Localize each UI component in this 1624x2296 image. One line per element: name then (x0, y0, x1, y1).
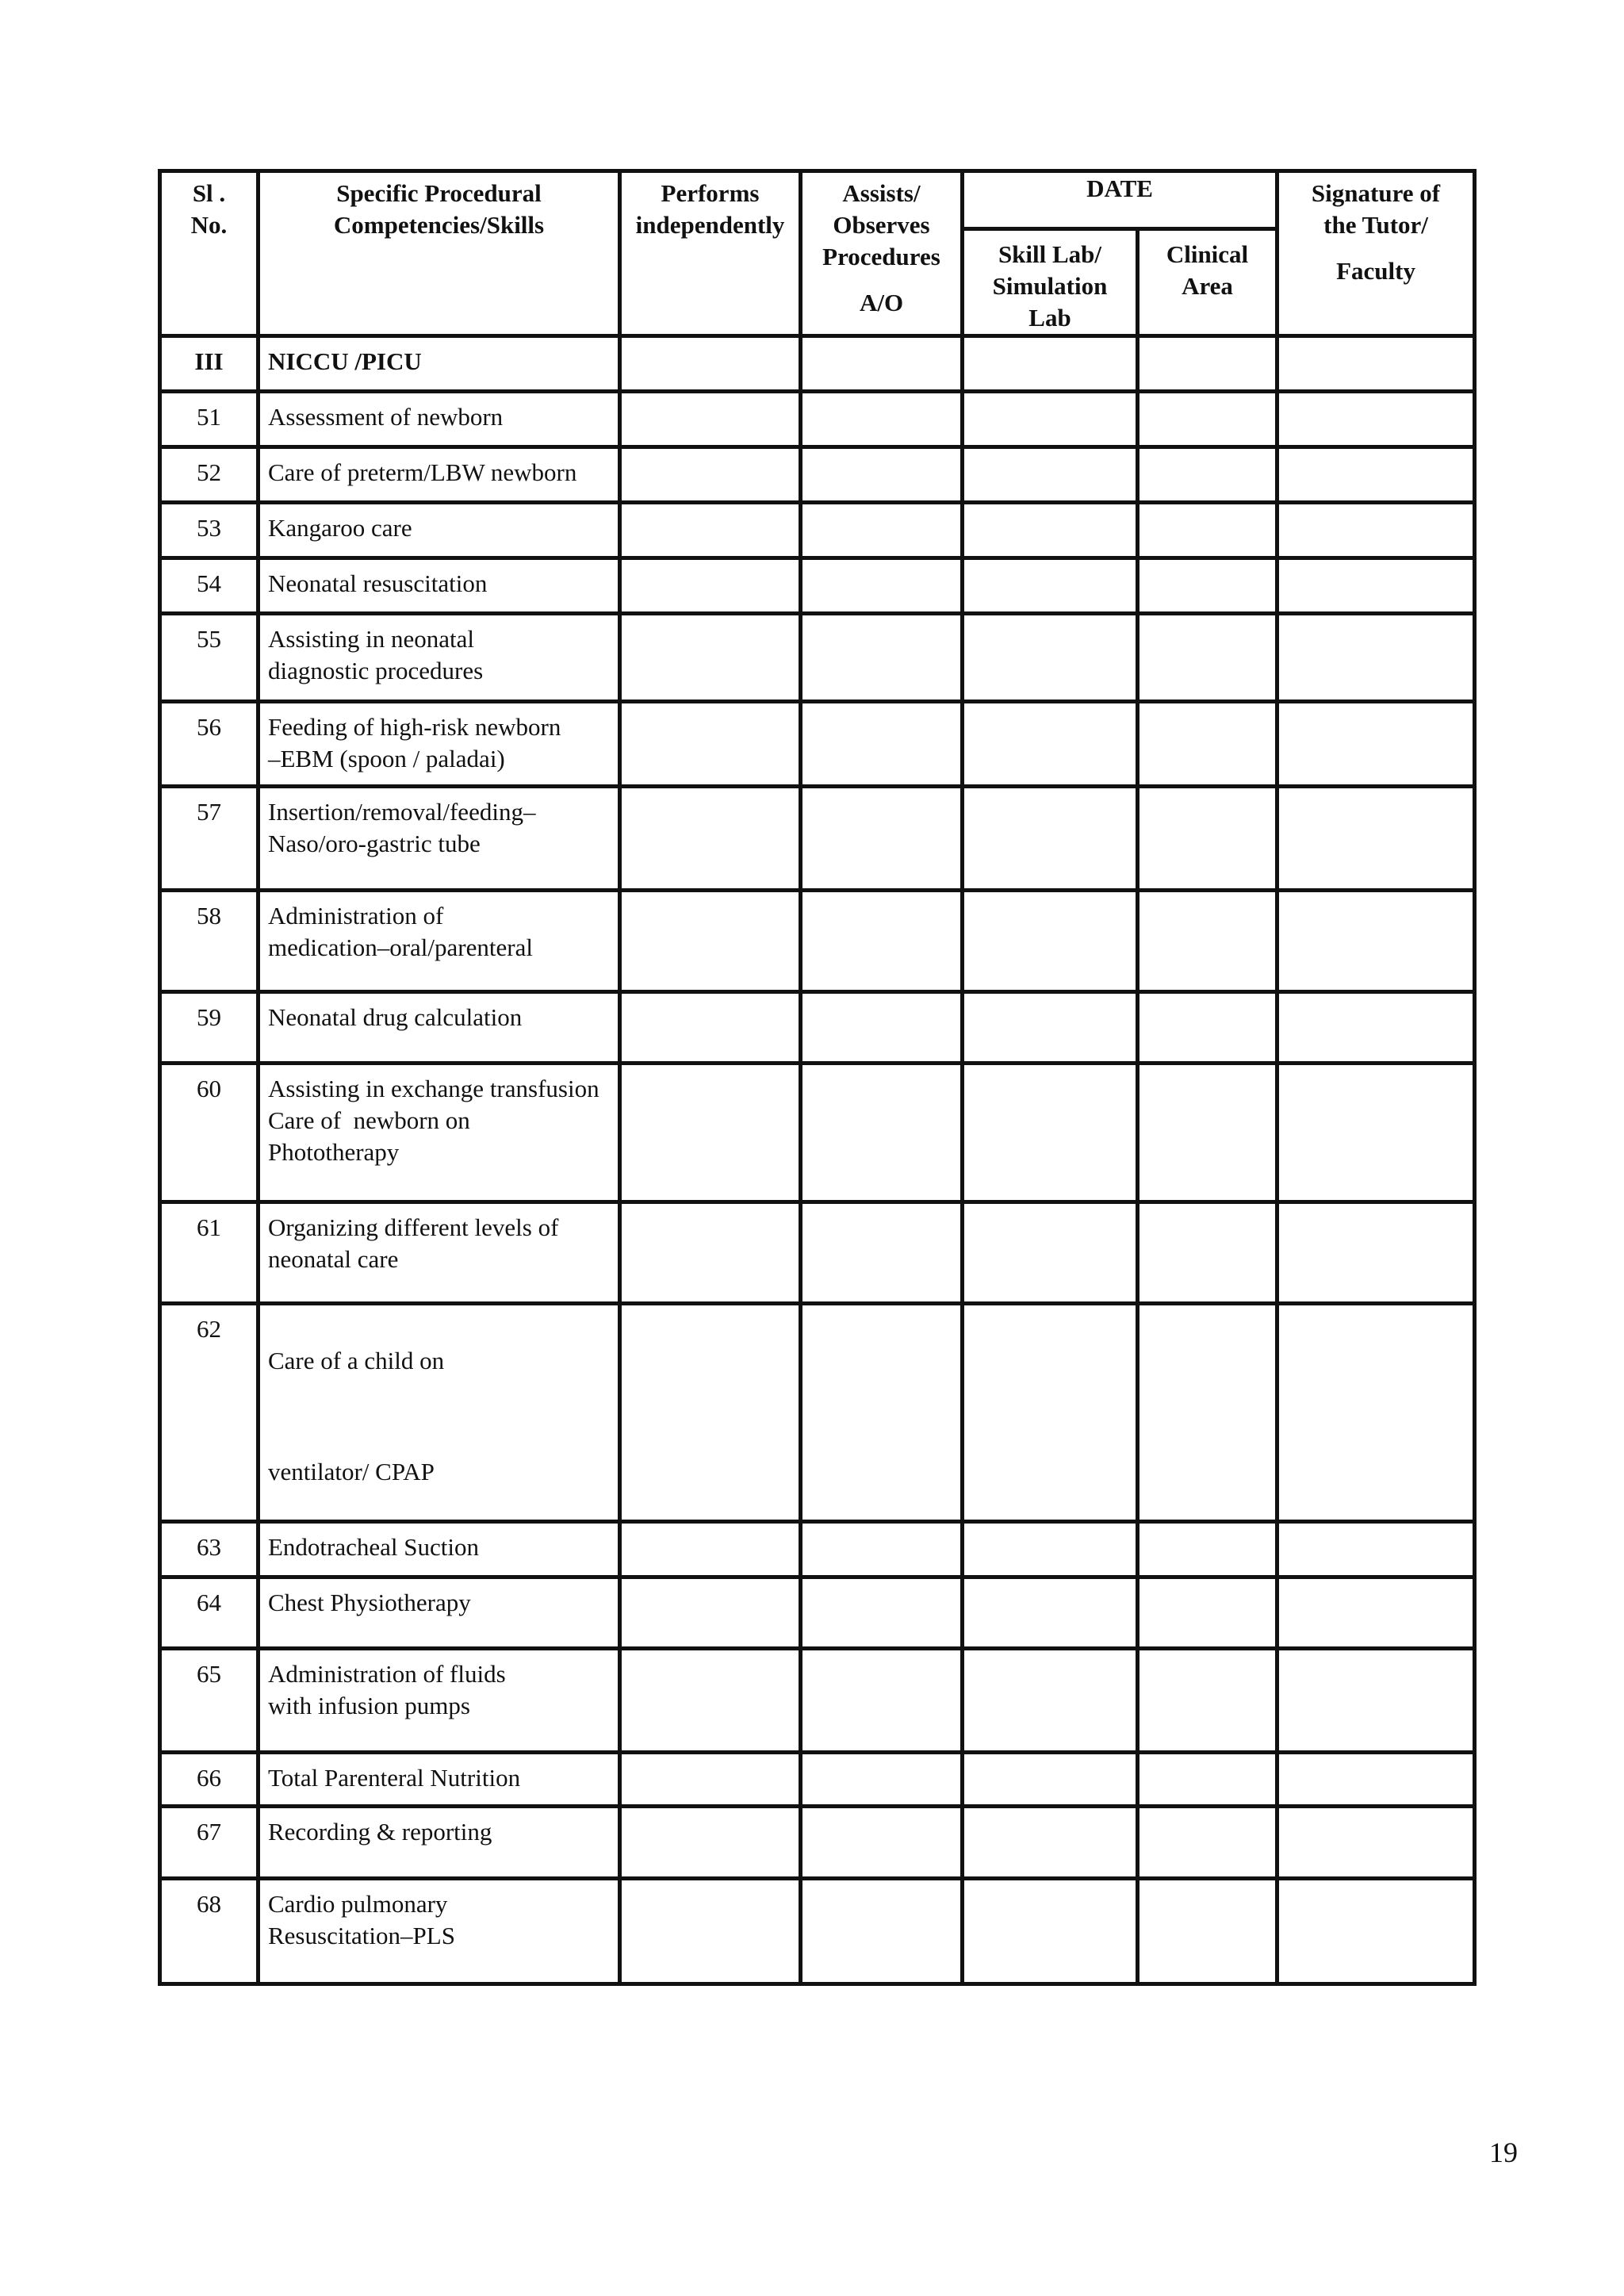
clinical-area-date-cell (1138, 614, 1277, 702)
header-date: DATE (963, 171, 1277, 229)
skill-lab-date-cell (963, 503, 1138, 558)
skill-text: Care of preterm/LBW newborn (259, 447, 620, 503)
table-row (160, 1879, 1475, 1984)
skill-lab-date-cell (963, 702, 1138, 787)
row-number: 56 (160, 702, 259, 787)
signature-cell (1277, 1304, 1475, 1522)
header-assists-observes: Assists/ Observes Procedures A/O (801, 171, 963, 336)
assists-cell (801, 503, 963, 558)
skill-lab-date-cell (963, 1064, 1138, 1202)
assists-cell (801, 1753, 963, 1807)
assists-cell (801, 336, 963, 392)
table-row (160, 1577, 1475, 1649)
clinical-area-date-cell (1138, 336, 1277, 392)
skill-lab-date-cell (963, 392, 1138, 447)
skill-text-line: Care of a child on (268, 1347, 445, 1374)
performs-cell (620, 558, 801, 614)
header-skills: Specific Procedural Competencies/Skills (259, 171, 620, 336)
assists-cell (801, 1202, 963, 1304)
clinical-area-date-cell (1138, 992, 1277, 1064)
performs-cell (620, 1879, 801, 1984)
assists-cell (801, 392, 963, 447)
table-row (160, 702, 1475, 787)
performs-cell (620, 1807, 801, 1879)
row-number: 66 (160, 1753, 259, 1807)
signature-cell (1277, 1753, 1475, 1807)
signature-cell (1277, 702, 1475, 787)
performs-cell (620, 702, 801, 787)
performs-cell (620, 447, 801, 503)
table-row (160, 891, 1475, 992)
row-number: 61 (160, 1202, 259, 1304)
clinical-area-date-cell (1138, 787, 1277, 891)
skill-text: Insertion/removal/feeding– Naso/oro-gastric tube (259, 787, 620, 891)
performs-cell (620, 891, 801, 992)
page-number: 19 (1489, 2137, 1518, 2168)
skill-lab-date-cell (963, 1304, 1138, 1522)
signature-cell (1277, 992, 1475, 1064)
performs-cell (620, 1202, 801, 1304)
skill-text (259, 1304, 620, 1522)
clinical-area-date-cell (1138, 1879, 1277, 1984)
header-signature: Signature of the Tutor/ Faculty (1277, 171, 1475, 336)
signature-cell (1277, 1202, 1475, 1304)
row-number: 59 (160, 992, 259, 1064)
signature-cell (1277, 1649, 1475, 1753)
row-number: 53 (160, 503, 259, 558)
skill-text: Endotracheal Suction (259, 1522, 620, 1577)
row-number: 52 (160, 447, 259, 503)
performs-cell (620, 992, 801, 1064)
assists-cell (801, 992, 963, 1064)
clinical-area-date-cell (1138, 1522, 1277, 1577)
performs-cell (620, 1064, 801, 1202)
table-row (160, 1202, 1475, 1304)
skill-text: Neonatal drug calculation (259, 992, 620, 1064)
row-number: 57 (160, 787, 259, 891)
skill-text: Assisting in exchange transfusion Care of newborn on Phototherapy (259, 1064, 620, 1202)
skill-lab-date-cell (963, 891, 1138, 992)
skill-lab-date-cell (963, 1807, 1138, 1879)
row-number: 64 (160, 1577, 259, 1649)
assists-cell (801, 787, 963, 891)
table-row (160, 1522, 1475, 1577)
clinical-area-date-cell (1138, 1649, 1277, 1753)
performs-cell (620, 1304, 801, 1522)
skill-lab-date-cell (963, 1522, 1138, 1577)
signature-cell (1277, 1577, 1475, 1649)
row-number: 67 (160, 1807, 259, 1879)
skill-text: Feeding of high-risk newborn –EBM (spoon / paladai) (259, 702, 620, 787)
table-row (160, 1807, 1475, 1879)
skill-text: Neonatal resuscitation (259, 558, 620, 614)
assists-cell (801, 1879, 963, 1984)
row-number: 60 (160, 1064, 259, 1202)
assists-cell (801, 614, 963, 702)
assists-cell (801, 1522, 963, 1577)
row-number: 68 (160, 1879, 259, 1984)
table-row (160, 992, 1475, 1064)
signature-cell (1277, 558, 1475, 614)
skill-text: Assisting in neonatal diagnostic procedures (259, 614, 620, 702)
competency-table (158, 169, 1477, 1986)
skill-text: Cardio pulmonary Resuscitation–PLS (259, 1879, 620, 1984)
header-sl-no: Sl . No. (160, 171, 259, 336)
skill-lab-date-cell (963, 558, 1138, 614)
skill-lab-date-cell (963, 787, 1138, 891)
clinical-area-date-cell (1138, 1807, 1277, 1879)
skill-text: Total Parenteral Nutrition (259, 1753, 620, 1807)
section-row (160, 336, 1475, 392)
row-number: 65 (160, 1649, 259, 1753)
skill-lab-date-cell (963, 1577, 1138, 1649)
skill-text: Administration of medication–oral/parenteral (259, 891, 620, 992)
skill-lab-date-cell (963, 992, 1138, 1064)
row-number: 54 (160, 558, 259, 614)
skill-text: Assessment of newborn (259, 392, 620, 447)
section-title: NICCU /PICU (259, 336, 620, 392)
table-row (160, 558, 1475, 614)
skill-text: Organizing different levels of neonatal care (259, 1202, 620, 1304)
signature-cell (1277, 614, 1475, 702)
clinical-area-date-cell (1138, 392, 1277, 447)
skill-text: Chest Physiotherapy (259, 1577, 620, 1649)
row-number: 51 (160, 392, 259, 447)
signature-cell (1277, 1522, 1475, 1577)
row-number: 63 (160, 1522, 259, 1577)
performs-cell (620, 614, 801, 702)
assists-cell (801, 1807, 963, 1879)
table-row (160, 787, 1475, 891)
clinical-area-date-cell (1138, 558, 1277, 614)
signature-cell (1277, 336, 1475, 392)
performs-cell (620, 336, 801, 392)
signature-cell (1277, 1064, 1475, 1202)
clinical-area-date-cell (1138, 503, 1277, 558)
row-number: 62 (160, 1304, 259, 1522)
skill-lab-date-cell (963, 614, 1138, 702)
header-performs-independently: Performs independently (620, 171, 801, 336)
signature-cell (1277, 392, 1475, 447)
table-row (160, 1304, 1475, 1522)
clinical-area-date-cell (1138, 1064, 1277, 1202)
assists-cell (801, 702, 963, 787)
clinical-area-date-cell (1138, 702, 1277, 787)
skill-text: Administration of fluids with infusion pumps (259, 1649, 620, 1753)
skill-lab-date-cell (963, 447, 1138, 503)
skill-text: Kangaroo care (259, 503, 620, 558)
assists-cell (801, 1304, 963, 1522)
table-row (160, 447, 1475, 503)
section-number: III (160, 336, 259, 392)
performs-cell (620, 1753, 801, 1807)
signature-cell (1277, 1879, 1475, 1984)
signature-cell (1277, 1807, 1475, 1879)
performs-cell (620, 503, 801, 558)
clinical-area-date-cell (1138, 891, 1277, 992)
clinical-area-date-cell (1138, 1202, 1277, 1304)
performs-cell (620, 787, 801, 891)
table-row (160, 1753, 1475, 1807)
clinical-area-date-cell (1138, 447, 1277, 503)
assists-cell (801, 1577, 963, 1649)
performs-cell (620, 1649, 801, 1753)
skill-lab-date-cell (963, 1753, 1138, 1807)
assists-cell (801, 558, 963, 614)
signature-cell (1277, 787, 1475, 891)
header-clinical-area: Clinical Area (1138, 229, 1277, 336)
clinical-area-date-cell (1138, 1577, 1277, 1649)
signature-cell (1277, 447, 1475, 503)
performs-cell (620, 392, 801, 447)
assists-cell (801, 1064, 963, 1202)
skill-text: Recording & reporting (259, 1807, 620, 1879)
skill-lab-date-cell (963, 336, 1138, 392)
performs-cell (620, 1522, 801, 1577)
skill-lab-date-cell (963, 1879, 1138, 1984)
skill-text-line: ventilator/ CPAP (268, 1458, 435, 1485)
table-row (160, 614, 1475, 702)
skill-lab-date-cell (963, 1202, 1138, 1304)
row-number: 55 (160, 614, 259, 702)
row-number: 58 (160, 891, 259, 992)
assists-cell (801, 891, 963, 992)
clinical-area-date-cell (1138, 1753, 1277, 1807)
table-row (160, 1649, 1475, 1753)
table-row (160, 503, 1475, 558)
assists-cell (801, 447, 963, 503)
skill-lab-date-cell (963, 1649, 1138, 1753)
assists-cell (801, 1649, 963, 1753)
signature-cell (1277, 891, 1475, 992)
table-row (160, 392, 1475, 447)
table-row (160, 1064, 1475, 1202)
performs-cell (620, 1577, 801, 1649)
signature-cell (1277, 503, 1475, 558)
header-skill-lab: Skill Lab/ Simulation Lab (963, 229, 1138, 336)
clinical-area-date-cell (1138, 1304, 1277, 1522)
